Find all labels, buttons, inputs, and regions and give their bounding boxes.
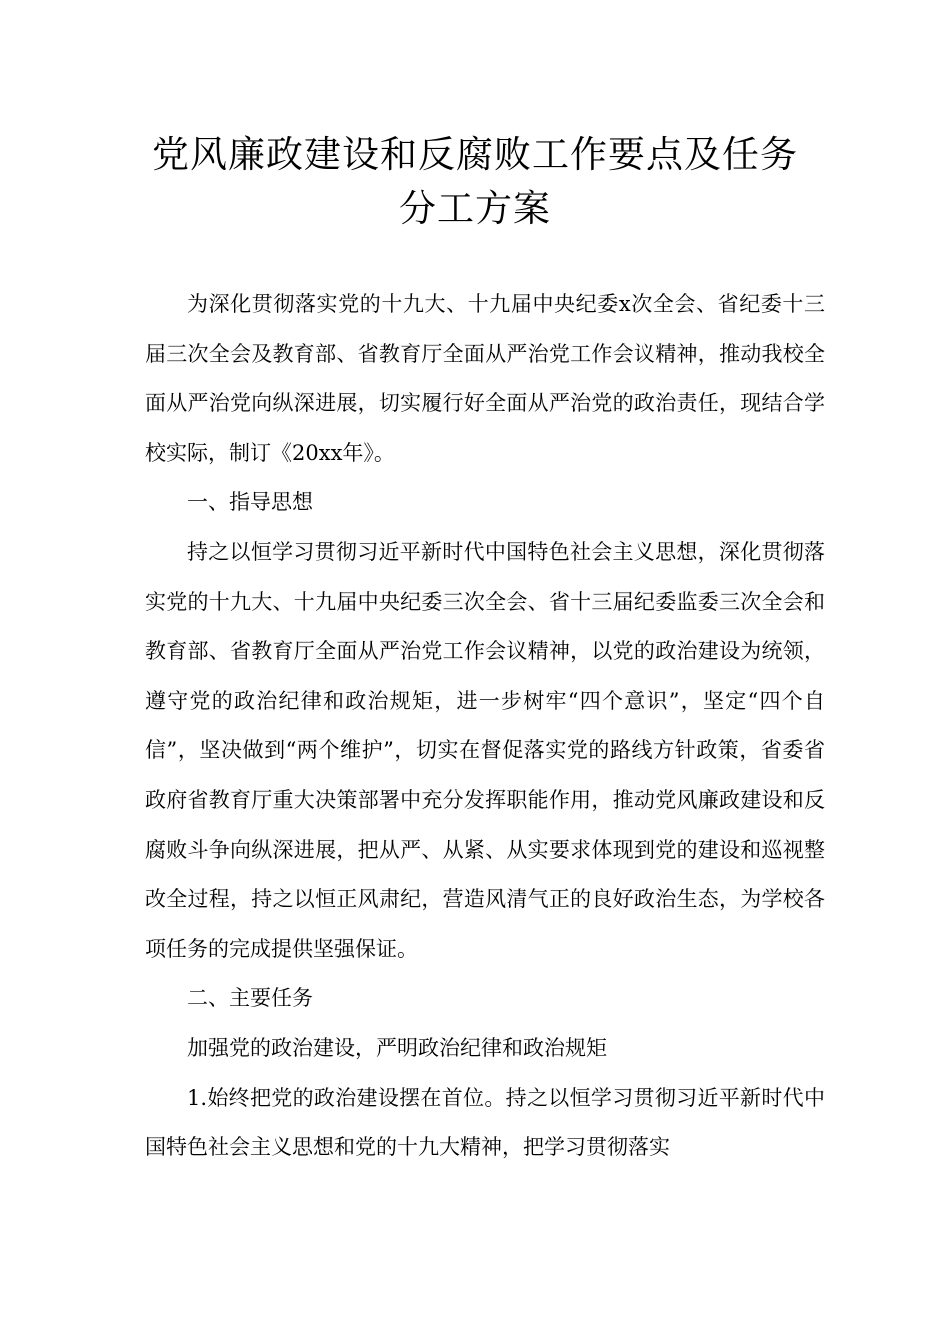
guiding-thought-paragraph: 持之以恒学习贯彻习近平新时代中国特色社会主义思想，深化贯彻落实党的十九大、十九届中央纪委三次全会、省十三届纪委监委三次全会和教育部、省教育厅全面从严治党工作会议精神，以党的政治建设为统领，遵守党的政治纪律和政治规矩，进一步树牢“四个意识”，坚定“四个自信”，坚决做到“两个维护”，切实在督促落实党的路线方针政策，省委省政府省教育厅重大决策部署中充分发挥职能作用，推动党风廉政建设和反腐败斗争向纵深进展，把从严、从紧、从实要求体现到党的建设和巡视整改全过程，持之以恒正风肃纪，营造风清气正的良好政治生态，为学校各项任务的完成提供坚强保证。 — [145, 539, 825, 961]
intro-paragraph: 为深化贯彻落实党的十九大、十九届中央纪委x次全会、省纪委十三届三次全会及教育部、省教育厅全面从严治党工作会议精神，推动我校全面从严治党向纵深进展，切实履行好全面从严治党的政治责任，现结合学校实际，制订《20xx年》。 — [145, 292, 825, 465]
task-item-1: 1.始终把党的政治建设摆在首位。持之以恒学习贯彻习近平新时代中国特色社会主义思想和党的十九大精神，把学习贯彻落实 — [145, 1085, 825, 1160]
document-title — [0, 128, 950, 236]
document-body — [145, 280, 825, 1173]
title-line-2: 分工方案 — [399, 187, 551, 230]
subheading-political-construction: 加强党的政治建设，严明政治纪律和政治规矩 — [187, 1035, 607, 1060]
section-heading-main-tasks: 二、主要任务 — [187, 986, 313, 1011]
section-heading-guiding-thought: 一、指导思想 — [187, 490, 313, 515]
title-line-1: 党风廉政建设和反腐败工作要点及任务 — [152, 133, 798, 176]
